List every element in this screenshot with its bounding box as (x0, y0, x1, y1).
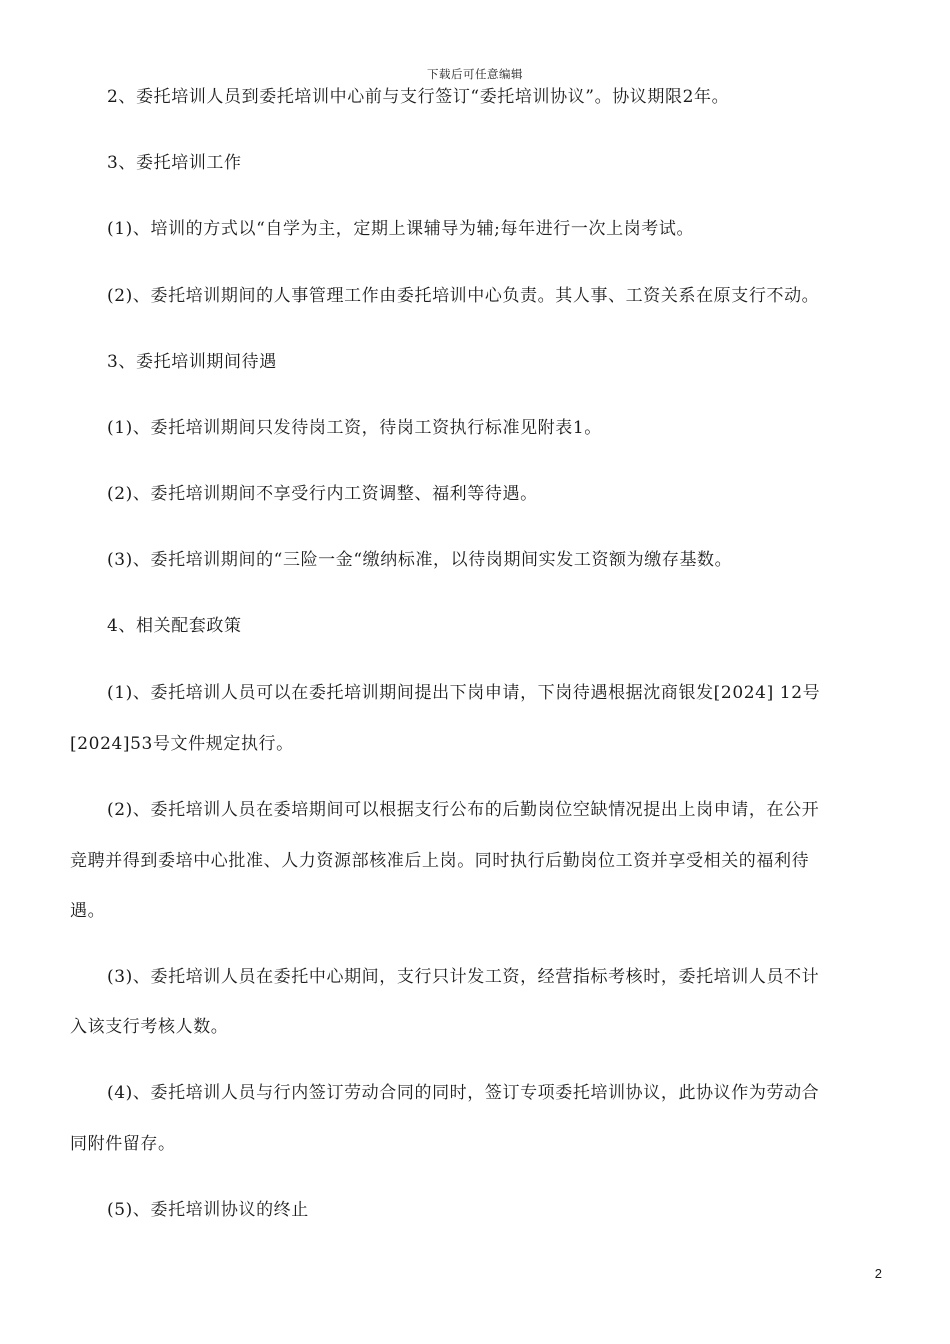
paragraph-line: (2)、委托培训人员在委培期间可以根据支行公布的后勤岗位空缺情况提出上岗申请，在公开 (107, 800, 820, 820)
paragraph-line: (2)、委托培训期间的人事管理工作由委托培训中心负责。其人事、工资关系在原支行不动。 (107, 286, 820, 306)
page-header: 下载后可任意编辑 (427, 67, 523, 81)
section-heading: 4、相关配套政策 (107, 616, 242, 636)
paragraph-line: (1)、委托培训期间只发待岗工资，待岗工资执行标准见附表1。 (107, 418, 602, 438)
paragraph-line: (3)、委托培训期间的“三险一金“缴纳标准，以待岗期间实发工资额为缴存基数。 (107, 550, 733, 570)
paragraph-line: 遇。 (70, 901, 106, 921)
paragraph-line: (1)、培训的方式以“自学为主，定期上课辅导为辅;每年进行一次上岗考试。 (107, 219, 695, 239)
paragraph-line: (3)、委托培训人员在委托中心期间，支行只计发工资，经营指标考核时，委托培训人员不计 (107, 967, 820, 987)
paragraph-line: (4)、委托培训人员与行内签订劳动合同的同时，签订专项委托培训协议，此协议作为劳动合 (107, 1083, 820, 1103)
paragraph-line: (1)、委托培训人员可以在委托培训期间提出下岗申请，下岗待遇根据沈商银发[2024] 12号 (107, 683, 821, 703)
paragraph-line: 入该支行考核人数。 (70, 1017, 229, 1037)
paragraph-line: 2、委托培训人员到委托培训中心前与支行签订“委托培训协议”。协议期限2年。 (107, 87, 730, 107)
paragraph-line: 竞聘并得到委培中心批准、人力资源部核准后上岗。同时执行后勤岗位工资并享受相关的福利待 (70, 851, 810, 871)
section-heading: 3、委托培训工作 (107, 153, 242, 173)
paragraph-line: (5)、委托培训协议的终止 (107, 1200, 309, 1220)
section-heading: 3、委托培训期间待遇 (107, 352, 277, 372)
paragraph-line: [2024]53号文件规定执行。 (70, 734, 294, 754)
paragraph-line: (2)、委托培训期间不享受行内工资调整、福利等待遇。 (107, 484, 538, 504)
page-number: 2 (874, 1266, 882, 1281)
paragraph-line: 同附件留存。 (70, 1134, 176, 1154)
